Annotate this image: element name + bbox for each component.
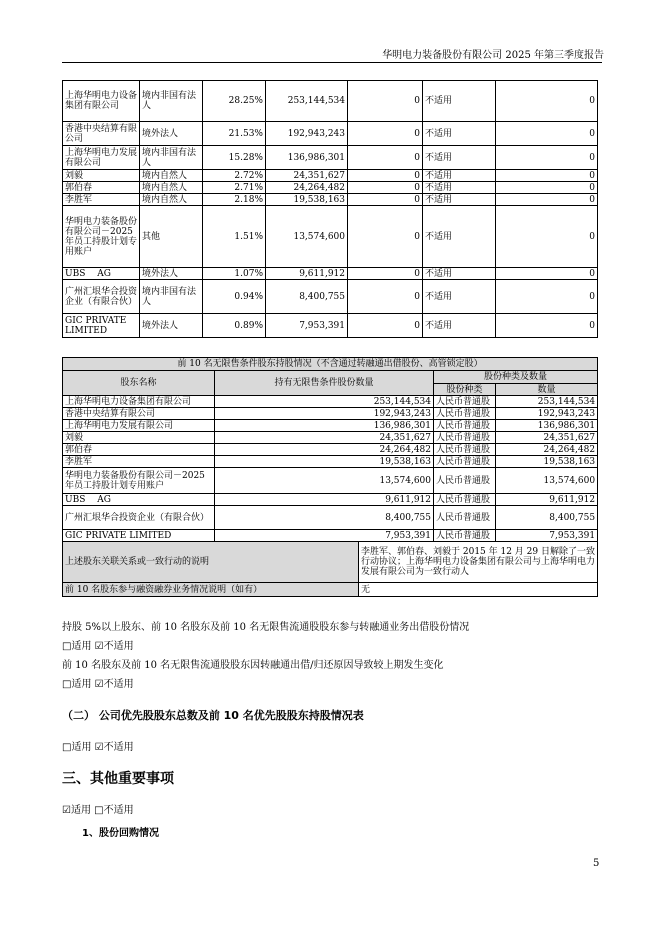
shareholder-name: 刘毅 — [63, 170, 140, 182]
relation-label: 上述股东关联关系或一致行动的说明 — [63, 542, 359, 583]
shareholder-nature: 境外法人 — [140, 268, 203, 280]
unrestricted-row — [63, 456, 598, 468]
share-quantity: 24,264,482 — [496, 444, 598, 456]
unrestricted-row — [63, 396, 598, 408]
pledge-status: 不适用 — [423, 122, 496, 146]
pledge-quantity: 0 — [496, 81, 598, 122]
restricted-shares: 0 — [348, 314, 423, 338]
share-buyback-heading: 1、股份回购情况 — [82, 828, 159, 839]
preferred-shareholders-heading: （二） 公司优先股股东总数及前 10 名优先股股东持股情况表 — [62, 709, 364, 722]
other-important-matters-heading: 三、其他重要事项 — [62, 771, 174, 787]
unrestricted-shares: 13,574,600 — [215, 468, 434, 494]
restricted-shares: 0 — [348, 170, 423, 182]
shareholder-row — [63, 81, 598, 122]
unrestricted-shares: 24,264,482 — [215, 444, 434, 456]
share-type: 人民币普通股 — [434, 494, 496, 506]
share-quantity: 24,351,627 — [496, 432, 598, 444]
pledge-status: 不适用 — [423, 206, 496, 268]
share-quantity: 8,400,755 — [496, 506, 598, 530]
shareholding-percentage: 28.25% — [203, 81, 266, 122]
report-header-title: 华明电力装备股份有限公司 2025 年第三季度报告 — [382, 50, 604, 61]
shares-held: 253,144,534 — [266, 81, 348, 122]
shareholder-row — [63, 182, 598, 194]
shareholder-name: 广州汇垠华合投资企业（有限合伙） — [63, 280, 140, 314]
share-type: 人民币普通股 — [434, 420, 496, 432]
securities-lending-applicability: □适用 ☑不适用 — [62, 641, 134, 652]
restricted-shares: 0 — [348, 280, 423, 314]
shares-held: 7,953,391 — [266, 314, 348, 338]
shareholder-row — [63, 122, 598, 146]
preferred-shareholders-applicability: □适用 ☑不适用 — [62, 742, 134, 753]
pledge-status: 不适用 — [423, 194, 496, 206]
top10-shareholders-body — [63, 81, 598, 338]
shareholder-row — [63, 268, 598, 280]
shareholder-name: 李胜军 — [63, 194, 140, 206]
unrestricted-shareholder-name: 上海华明电力发展有限公司 — [63, 420, 215, 432]
shares-held: 192,943,243 — [266, 122, 348, 146]
shareholder-nature: 境外法人 — [140, 122, 203, 146]
unrestricted-shares: 19,538,163 — [215, 456, 434, 468]
top10-shareholders-table — [62, 80, 598, 338]
shareholder-nature: 境内非国有法人 — [140, 146, 203, 170]
shareholder-nature: 境内非国有法人 — [140, 81, 203, 122]
col-header-share-type: 股份种类 — [434, 384, 496, 396]
shareholder-nature: 境内自然人 — [140, 182, 203, 194]
shares-held: 19,538,163 — [266, 194, 348, 206]
unrestricted-shareholders-table — [62, 357, 598, 597]
share-quantity: 7,953,391 — [496, 530, 598, 542]
shareholder-name: 华明电力装备股份有限公司－2025 年员工持股计划专用账户 — [63, 206, 140, 268]
share-quantity: 9,611,912 — [496, 494, 598, 506]
shares-held: 8,400,755 — [266, 280, 348, 314]
unrestricted-shareholder-name: 刘毅 — [63, 432, 215, 444]
unrestricted-shares: 253,144,534 — [215, 396, 434, 408]
pledge-status: 不适用 — [423, 170, 496, 182]
page-number: 5 — [593, 858, 600, 869]
pledge-quantity: 0 — [496, 280, 598, 314]
shareholder-row — [63, 314, 598, 338]
share-type: 人民币普通股 — [434, 506, 496, 530]
unrestricted-shareholder-name: 上海华明电力设备集团有限公司 — [63, 396, 215, 408]
unrestricted-shares: 8,400,755 — [215, 506, 434, 530]
unrestricted-shares: 136,986,301 — [215, 420, 434, 432]
unrestricted-row — [63, 444, 598, 456]
col-header-unrestricted-shares: 持有无限售条件股份数量 — [215, 371, 434, 396]
pledge-quantity: 0 — [496, 122, 598, 146]
shares-held: 24,351,627 — [266, 170, 348, 182]
shareholder-nature: 境内非国有法人 — [140, 280, 203, 314]
pledge-status: 不适用 — [423, 182, 496, 194]
shares-held: 24,264,482 — [266, 182, 348, 194]
shareholder-nature: 境内自然人 — [140, 194, 203, 206]
pledge-quantity: 0 — [496, 314, 598, 338]
pledge-quantity: 0 — [496, 206, 598, 268]
shareholder-row — [63, 206, 598, 268]
shareholding-percentage: 0.94% — [203, 280, 266, 314]
margin-trading-label: 前 10 名股东参与融资融券业务情况说明（如有） — [63, 583, 359, 597]
margin-trading-text: 无 — [359, 583, 598, 597]
unrestricted-row — [63, 530, 598, 542]
share-type: 人民币普通股 — [434, 530, 496, 542]
shareholding-percentage: 2.71% — [203, 182, 266, 194]
share-type: 人民币普通股 — [434, 432, 496, 444]
share-quantity: 136,986,301 — [496, 420, 598, 432]
shareholding-percentage: 0.89% — [203, 314, 266, 338]
unrestricted-shareholder-name: 广州汇垠华合投资企业（有限合伙） — [63, 506, 215, 530]
shareholder-row — [63, 170, 598, 182]
shareholder-name: GIC PRIVATE LIMITED — [63, 314, 140, 338]
unrestricted-row — [63, 494, 598, 506]
shareholder-row — [63, 194, 598, 206]
restricted-shares: 0 — [348, 81, 423, 122]
shareholder-nature: 境外法人 — [140, 314, 203, 338]
unrestricted-shares: 192,943,243 — [215, 408, 434, 420]
share-quantity: 13,574,600 — [496, 468, 598, 494]
header-rule — [62, 62, 602, 63]
shareholder-name: 郭伯春 — [63, 182, 140, 194]
shareholder-row — [63, 280, 598, 314]
pledge-status: 不适用 — [423, 81, 496, 122]
shareholding-percentage: 1.07% — [203, 268, 266, 280]
shareholder-name: 香港中央结算有限公司 — [63, 122, 140, 146]
share-quantity: 253,144,534 — [496, 396, 598, 408]
unrestricted-shares: 7,953,391 — [215, 530, 434, 542]
unrestricted-table-title: 前 10 名无限售条件股东持股情况（不含通过转融通出借股份、高管锁定股） — [63, 358, 598, 371]
pledge-status: 不适用 — [423, 146, 496, 170]
unrestricted-shareholder-name: 郭伯春 — [63, 444, 215, 456]
shareholding-percentage: 2.72% — [203, 170, 266, 182]
share-quantity: 19,538,163 — [496, 456, 598, 468]
unrestricted-shareholder-name: 李胜军 — [63, 456, 215, 468]
unrestricted-shareholder-name: GIC PRIVATE LIMITED — [63, 530, 215, 542]
unrestricted-row — [63, 468, 598, 494]
share-type: 人民币普通股 — [434, 444, 496, 456]
pledge-quantity: 0 — [496, 182, 598, 194]
col-header-quantity: 数量 — [496, 384, 598, 396]
share-type: 人民币普通股 — [434, 468, 496, 494]
share-type: 人民币普通股 — [434, 396, 496, 408]
shareholding-percentage: 21.53% — [203, 122, 266, 146]
restricted-shares: 0 — [348, 182, 423, 194]
shareholder-name: 上海华明电力设备集团有限公司 — [63, 81, 140, 122]
unrestricted-shareholder-name: 香港中央结算有限公司 — [63, 408, 215, 420]
pledge-quantity: 0 — [496, 268, 598, 280]
col-header-share-type-group: 股份种类及数量 — [434, 371, 598, 384]
lending-change-applicability: □适用 ☑不适用 — [62, 679, 134, 690]
pledge-status: 不适用 — [423, 268, 496, 280]
unrestricted-row — [63, 506, 598, 530]
unrestricted-shares: 24,351,627 — [215, 432, 434, 444]
shareholder-nature: 境内自然人 — [140, 170, 203, 182]
shares-held: 9,611,912 — [266, 268, 348, 280]
other-matters-applicability: ☑适用 □不适用 — [62, 805, 134, 816]
col-header-shareholder-name: 股东名称 — [63, 371, 215, 396]
unrestricted-shares: 9,611,912 — [215, 494, 434, 506]
pledge-quantity: 0 — [496, 194, 598, 206]
restricted-shares: 0 — [348, 268, 423, 280]
pledge-quantity: 0 — [496, 146, 598, 170]
shareholding-percentage: 15.28% — [203, 146, 266, 170]
shares-held: 13,574,600 — [266, 206, 348, 268]
unrestricted-row — [63, 408, 598, 420]
shareholding-percentage: 2.18% — [203, 194, 266, 206]
restricted-shares: 0 — [348, 206, 423, 268]
shareholder-row — [63, 146, 598, 170]
unrestricted-shareholders-body — [63, 396, 598, 542]
lending-change-paragraph: 前 10 名股东及前 10 名无限售流通股股东因转融通出借/归还原因导致较上期发生变化 — [62, 660, 444, 671]
securities-lending-paragraph: 持股 5%以上股东、前 10 名股东及前 10 名无限售流通股股东参与转融通业务出借股份情况 — [62, 622, 470, 633]
share-type: 人民币普通股 — [434, 456, 496, 468]
unrestricted-row — [63, 432, 598, 444]
restricted-shares: 0 — [348, 194, 423, 206]
unrestricted-row — [63, 420, 598, 432]
pledge-status: 不适用 — [423, 314, 496, 338]
restricted-shares: 0 — [348, 146, 423, 170]
shareholder-name: UBS AG — [63, 268, 140, 280]
pledge-status: 不适用 — [423, 280, 496, 314]
share-type: 人民币普通股 — [434, 408, 496, 420]
shareholding-percentage: 1.51% — [203, 206, 266, 268]
shares-held: 136,986,301 — [266, 146, 348, 170]
pledge-quantity: 0 — [496, 170, 598, 182]
relation-text: 李胜军、郭伯春、刘毅于 2015 年 12 月 29 日解除了一致行动协议；上海华明电力设备集团有限公司与上海华明电力发展有限公司为一致行动人 — [359, 542, 598, 583]
share-quantity: 192,943,243 — [496, 408, 598, 420]
shareholder-name: 上海华明电力发展有限公司 — [63, 146, 140, 170]
unrestricted-shareholder-name: UBS AG — [63, 494, 215, 506]
shareholder-nature: 其他 — [140, 206, 203, 268]
restricted-shares: 0 — [348, 122, 423, 146]
unrestricted-shareholder-name: 华明电力装备股份有限公司－2025 年员工持股计划专用账户 — [63, 468, 215, 494]
